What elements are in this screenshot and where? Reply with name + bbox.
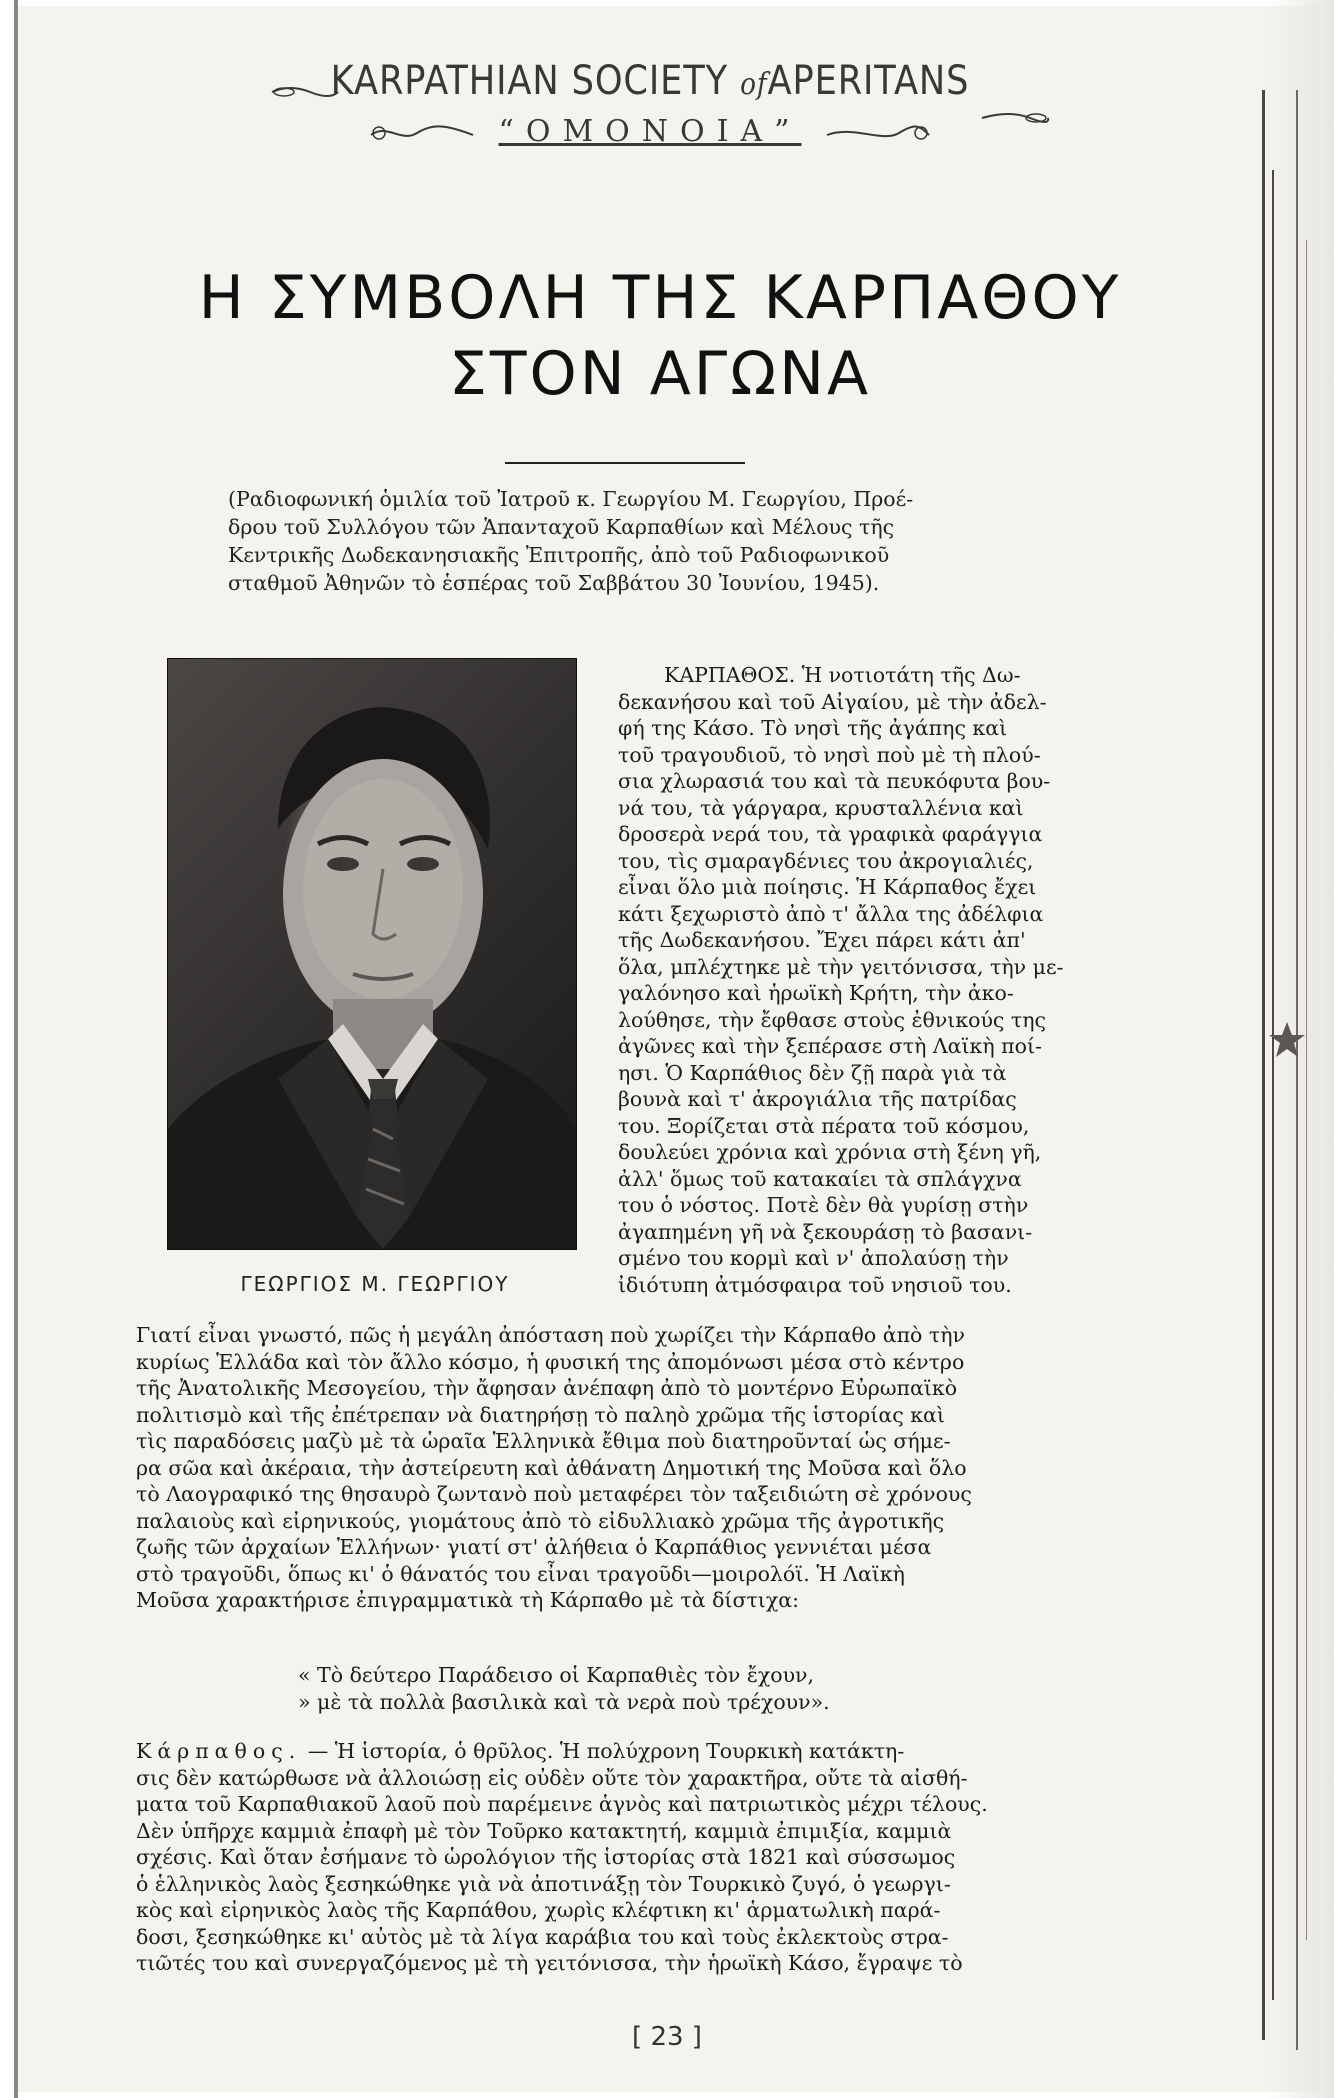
body-line: βουνὰ καὶ τ' ἀκρογιάλια τῆς πατρίδας (618, 1087, 1017, 1111)
body-line: σις δὲν κατώρθωσε νὰ ἀλλοιώσῃ εἰς οὐδὲν οὔτε τὸν χαρακτῆρα, οὔτε τὰ αἰσθή- (136, 1765, 968, 1790)
photo-caption: ΓΕΩΡΓΙΟΣ Μ. ΓΕΩΡΓΙΟΥ (240, 1272, 510, 1296)
title-divider (505, 462, 745, 464)
subtitle-line: σταθμοῦ Ἀθηνῶν τὸ ἑσπέρας τοῦ Σαββάτου 30 Ἰουνίου, 1945). (228, 571, 880, 595)
body-line: ματα τοῦ Καρπαθιακοῦ λαοῦ ποὺ παρέμεινε ἁγνὸς καὶ πατριωτικὸς μέχρι τέλους. (136, 1792, 988, 1816)
body-line: τῆς Ἀνατολικῆς Μεσογείου, τὴν ἄφησαν ἀνέπαφη ἀπὸ τὸ μοντέρνο Εὐρωπαϊκὸ (136, 1376, 958, 1400)
subtitle-line: δρου τοῦ Συλλόγου τῶν Ἁπανταχοῦ Καρπαθίων καὶ Μέλους τῆς (228, 515, 895, 539)
subtitle-line: Κεντρικῆς Δωδεκανησιακῆς Ἐπιτροπῆς, ἀπὸ τοῦ Ραδιοφωνικοῦ (228, 543, 890, 567)
body-line: κυρίως Ἑλλάδα καὶ τὸν ἄλλο κόσμο, ἡ φυσική της ἀπομόνωσι μέσα στὸ κέντρο (136, 1349, 965, 1374)
body-line: τιῶτές του καὶ συνεργαζόμενος μὲ τὴ γειτόνισσα, τὴν ἡρωϊκὴ Κάσο, ἔγραψε τὸ (136, 1951, 963, 1975)
body-line: ησι. Ὁ Καρπάθιος δὲν ζῇ παρὰ γιὰ τὰ (618, 1060, 1007, 1085)
body-line: ἰδιότυπη ἀτμόσφαιρα τοῦ νησιοῦ του. (618, 1272, 1012, 1297)
body-paragraph-2 (136, 1738, 1132, 1977)
body-line: ἀλλ' ὅμως τοῦ κατακαίει τὰ σπλάγχνα (618, 1166, 1022, 1191)
body-line: δοσι, ξεσηκώθηκε κι' αὐτὸς μὲ τὰ λίγα καράβια του καὶ τοὺς ἐκλεκτοὺς στρα- (136, 1924, 949, 1949)
page-left-edge (14, 0, 18, 2098)
body-line: πολιτισμὸ καὶ τῆς ἐπέτρεπαν νὰ διατηρήσῃ τὸ παληὸ χρῶμα τῆς ἱστορίας καὶ (136, 1402, 945, 1427)
body-right-column (618, 662, 1138, 1298)
body-line: ὅλα, μπλέχτηκε μὲ τὴν γειτόνισσα, τὴν με- (618, 954, 1064, 979)
left-scroll-icon (367, 121, 477, 145)
society-name: KARPATHIAN SOCIETY ofAPERITANS (330, 58, 970, 104)
body-line: κάτι ξεχωριστὸ ἀπὸ τ' ἄλλα της ἀδέλφια (618, 901, 1044, 926)
body-line: δεκανήσου καὶ τοῦ Αἰγαίου, μὲ τὴν ἀδελ- (618, 689, 1047, 714)
body-line: παλαιοὺς καὶ εἰρηνικούς, γιομάτους ἀπὸ τὸ εἰδυλλιακὸ χρῶμα τῆς ἀγροτικῆς (136, 1508, 945, 1533)
page-number: [ 23 ] (632, 2022, 702, 2052)
body-line: ΚΑΡΠΑΘΟΣ. Ἡ νοτιοτάτη τῆς Δω- (664, 663, 1021, 687)
body-line: ἀγαπημένη γῆ νὰ ξεκουράσῃ τὸ βασανι- (618, 1219, 1033, 1244)
body-line: του, τὶς σμαραγδένιες του ἀκρογιαλιές, (618, 848, 1034, 873)
star-icon (1267, 1020, 1307, 1060)
body-line: δροσερὰ νερά του, τὰ γραφικὰ φαράγγια (618, 822, 1043, 846)
body-line: ζωῆς τῶν ἀρχαίων Ἑλλήνων· γιατί στ' ἀλήθεια ὁ Καρπάθιος γεννιέται μέσα (136, 1535, 932, 1559)
body-line: Κάρπαθος. — Ἡ ἱστορία, ὁ θρῦλος. Ἡ πολύχρονη Τουρκικὴ κατάκτη- (136, 1739, 905, 1763)
body-line: τὸ Λαογραφικό της θησαυρὸ ζωντανὸ ποὺ μεταφέρει τὸν ταξειδιώτη σὲ χρόνους (136, 1482, 972, 1506)
title-line-2: ΣΤΟΝ ΑΓΩΝΑ (449, 339, 871, 409)
body-line: τὶς παραδόσεις μαζὺ μὲ τὰ ὡραῖα Ἑλληνικὰ ἔθιμα ποὺ διατηροῦνταί ὡς σήμε- (136, 1429, 951, 1453)
poem-line: « Τὸ δεύτερο Παράδεισο οἱ Καρπαθιὲς τὸν ἔχουν, (298, 1663, 815, 1687)
portrait-figure-icon (168, 659, 576, 1249)
right-scroll-icon (823, 121, 933, 145)
society-motto: “ΟΜΟΝΟΙΑ” (240, 114, 1060, 150)
poem-couplet (298, 1662, 830, 1715)
body-line: στὸ τραγοῦδι, ὅπως κι' ὁ θάνατός του εἶναι τραγοῦδι—μοιρολόϊ. Ἡ Λαϊκὴ (136, 1561, 905, 1586)
body-line: Γιατί εἶναι γνωστό, πῶς ἡ μεγάλη ἀπόσταση ποὺ χωρίζει τὴν Κάρπαθο ἀπὸ τὴν (136, 1323, 965, 1347)
body-line: τοῦ τραγουδιοῦ, τὸ νησὶ ποὺ μὲ τὴ πλού- (618, 742, 1041, 767)
body-line: γαλόνησο καὶ ἡρωϊκὴ Κρήτη, τὴν ἀκο- (618, 981, 1014, 1005)
article-title (170, 260, 1150, 412)
body-line: ἀγῶνες καὶ τὴν ξεπέρασε στὴ Λαϊκὴ ποί- (618, 1034, 1042, 1058)
body-line: ρα σῶα καὶ ἀκέραια, τὴν ἀστείρευτη καὶ ἀθάνατη Δημοτική της Μοῦσα καὶ ὅλο (136, 1455, 967, 1480)
body-line: σμένο του κορμὶ καὶ ν' ἀπολαύσῃ τὴν (618, 1246, 1009, 1270)
portrait-photo (167, 658, 577, 1250)
title-line-1: Η ΣΥΜΒΟΛΗ ΤΗΣ ΚΑΡΠΑΘΟΥ (198, 263, 1122, 333)
body-line: ὁ ἑλληνικὸς λαὸς ξεσηκώθηκε γιὰ νὰ ἀποτινάξῃ τὸν Τουρκικὸ ζυγό, ὁ γεωργι- (136, 1871, 951, 1896)
masthead (240, 58, 1060, 150)
body-paragraph-1 (136, 1322, 1132, 1614)
body-line: φή της Κάσο. Τὸ νησὶ τῆς ἀγάπης καὶ (618, 716, 1008, 740)
section-heading: Κάρπαθος. (136, 1739, 302, 1763)
body-line: σχέσις. Καὶ ὅταν ἐσήμανε τὸ ὡρολόγιον τῆς ἱστορίας στὰ 1821 καὶ σύσσωμος (136, 1845, 956, 1869)
body-line: τῆς Δωδεκανήσου. Ἔχει πάρει κάτι ἀπ' (618, 928, 1026, 952)
body-line: νά του, τὰ γάργαρα, κρυσταλλένια καὶ (618, 795, 1024, 820)
body-line: του. Ξορίζεται στὰ πέρατα τοῦ κόσμου, (618, 1113, 1030, 1138)
poem-line: » μὲ τὰ πολλὰ βασιλικὰ καὶ τὰ νερὰ ποὺ τρέχουν». (298, 1689, 830, 1714)
article-subtitle (228, 485, 1080, 597)
body-line: του ὁ νόστος. Ποτὲ δὲν θὰ γυρίσῃ στὴν (618, 1193, 1029, 1217)
body-line: Δὲν ὑπῆρχε καμμιὰ ἐπαφὴ μὲ τὸν Τοῦρκο κατακτητή, καμμιὰ ἐπιμιξία, καμμιὰ (136, 1818, 952, 1843)
body-line: εἶναι ὅλο μιὰ ποίησις. Ἡ Κάρπαθος ἔχει (618, 875, 1037, 899)
body-line: λούθησε, τὴν ἔφθασε στοὺς ἐθνικούς της (618, 1007, 1047, 1032)
subtitle-line: (Ραδιοφωνική ὁμιλία τοῦ Ἰατροῦ κ. Γεωργίου Μ. Γεωργίου, Προέ- (228, 487, 914, 511)
body-line: δουλεύει χρόνια καὶ χρόνια στὴ ξένη γῆ, (618, 1140, 1042, 1164)
body-line: σια χλωρασιά του καὶ τὰ πευκόφυτα βου- (618, 769, 1051, 793)
right-flourish-icon (980, 108, 1050, 128)
body-line: κὸς καὶ εἰρηνικὸς λαὸς τῆς Καρπάθου, χωρὶς κλέφτικη κι' ἁρματωλικὴ παρά- (136, 1898, 941, 1922)
body-line: Μοῦσα χαρακτήρισε ἐπιγραμματικὰ τὴ Κάρπαθο μὲ τὰ δίστιχα: (136, 1588, 799, 1612)
